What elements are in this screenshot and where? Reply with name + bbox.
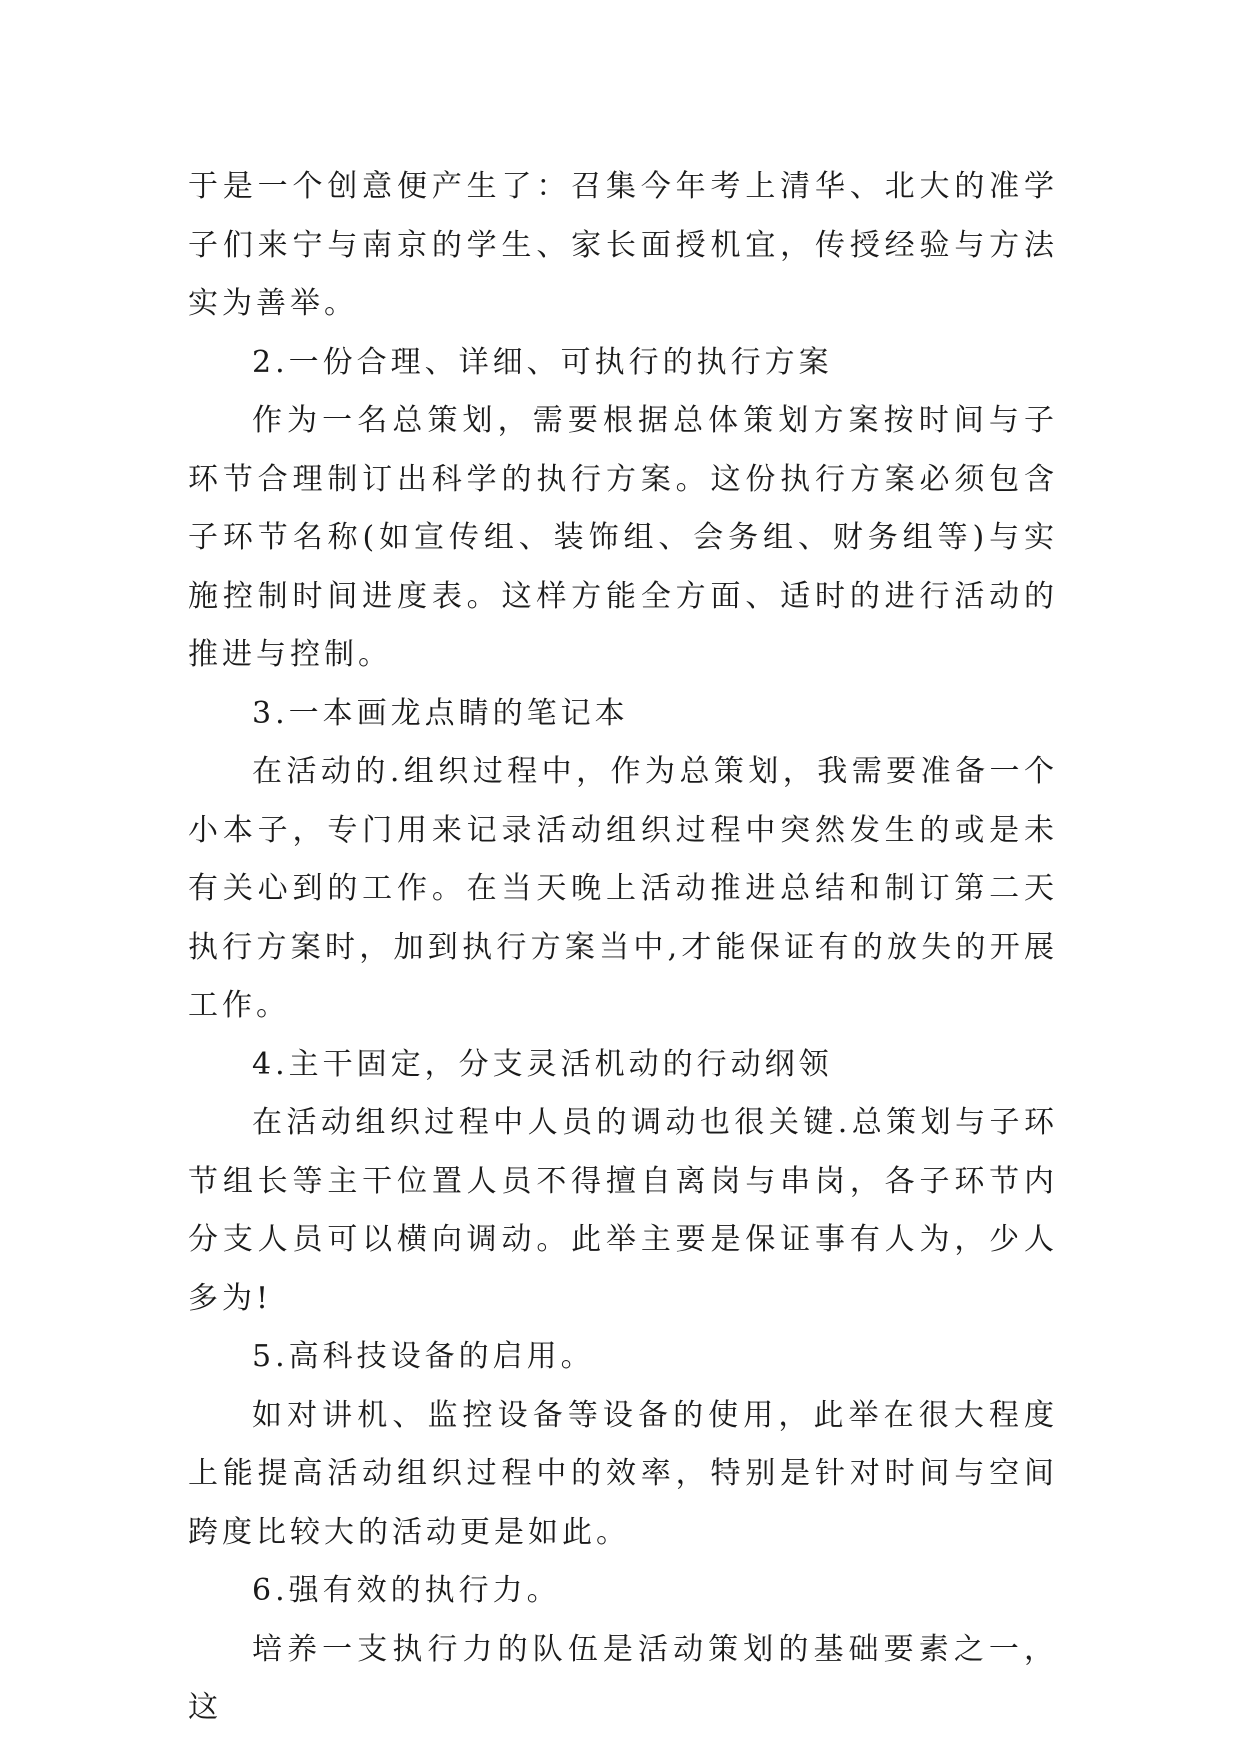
paragraph-execution-plan: 作为一名总策划，需要根据总体策划方案按时间与子环节合理制订出科学的执行方案。这份执行方案必须包含子环节名称(如宣传组、装饰组、会务组、财务组等)与实施控制时间进度表。这样方能全方面、适时的进行活动的推进与控制。 — [188, 403, 1058, 672]
heading-4-action-guideline: 4.主干固定，分支灵活机动的行动纲领 — [252, 1046, 833, 1082]
paragraph-execution-power: 培养一支执行力的队伍是活动策划的基础要素之一，这 — [188, 1631, 1058, 1725]
document-page — [188, 158, 1058, 1738]
paragraph-hightech-equipment: 如对讲机、监控设备等设备的使用，此举在很大程度上能提高活动组织过程中的效率，特别是针对时间与空间跨度比较大的活动更是如此。 — [188, 1397, 1058, 1550]
heading-3-notebook: 3.一本画龙点睛的笔记本 — [252, 695, 629, 731]
heading-2-execution-plan: 2.一份合理、详细、可执行的执行方案 — [252, 344, 833, 380]
paragraph-action-guideline: 在活动组织过程中人员的调动也很关键.总策划与子环节组长等主干位置人员不得擅自离岗与串岗，各子环节内分支人员可以横向调动。此举主要是保证事有人为，少人多为! — [188, 1105, 1058, 1316]
paragraph-notebook: 在活动的.组织过程中，作为总策划，我需要准备一个小本子，专门用来记录活动组织过程中突然发生的或是未有关心到的工作。在当天晚上活动推进总结和制订第二天执行方案时，加到执行方案当中,才能保证有的放失的开展工作。 — [188, 754, 1058, 1023]
heading-6-execution-power: 6.强有效的执行力。 — [252, 1573, 561, 1608]
heading-5-hightech-equipment: 5.高科技设备的启用。 — [252, 1339, 595, 1374]
paragraph-intro: 于是一个创意便产生了：召集今年考上清华、北大的准学子们来宁与南京的学生、家长面授机宜，传授经验与方法实为善举。 — [188, 169, 1058, 321]
